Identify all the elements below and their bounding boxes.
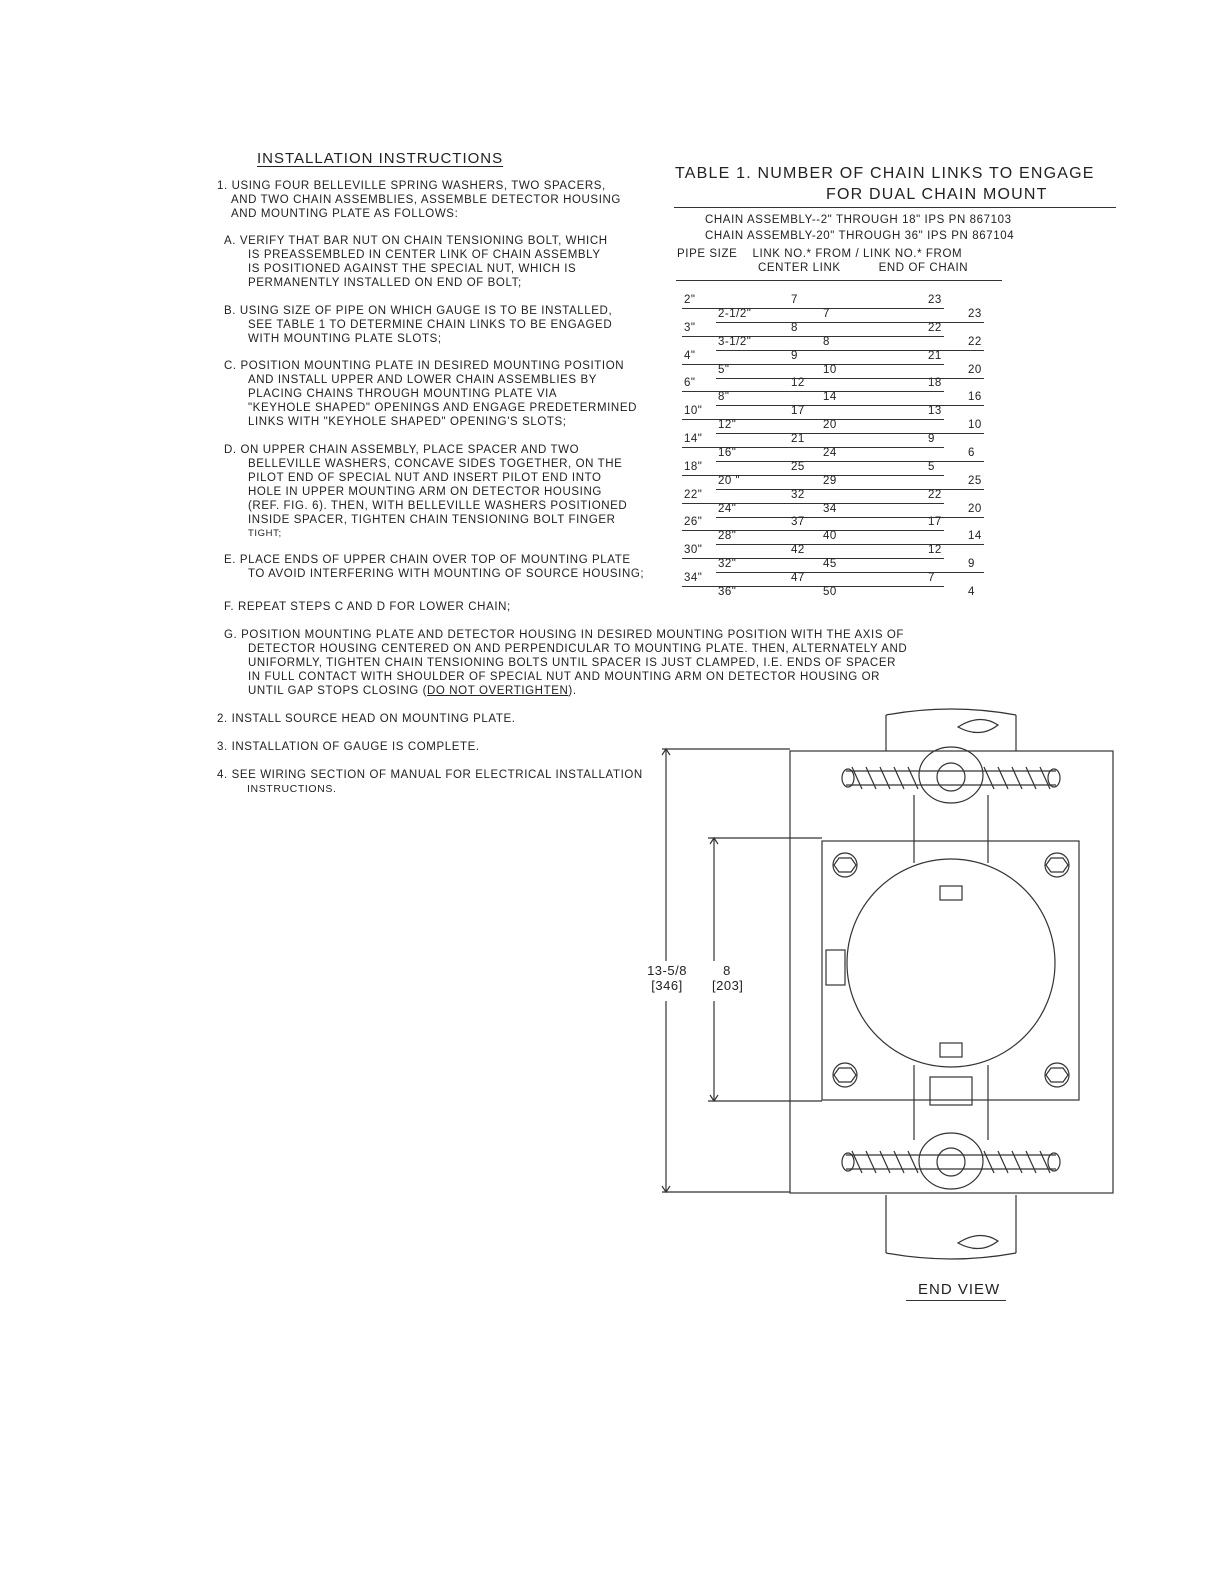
pipe-size-cell: 6" xyxy=(684,377,696,390)
pipe-size-cell: 20 " xyxy=(718,474,741,487)
center-link-cell: 50 xyxy=(823,585,837,598)
chain-assembly-1: CHAIN ASSEMBLY--2" THROUGH 18" IPS PN 867103 xyxy=(705,214,1012,226)
center-link-cell: 12 xyxy=(791,377,805,390)
row-rule xyxy=(716,378,984,379)
pipe-size-cell: 2" xyxy=(684,294,696,306)
center-link-cell: 21 xyxy=(791,433,805,445)
row-rule xyxy=(716,517,984,518)
pipe-size-cell: 8" xyxy=(718,391,730,404)
table-header-rule xyxy=(676,280,1002,281)
pipe-size-cell: 22" xyxy=(684,488,703,501)
pipe-size-cell: 36" xyxy=(718,585,737,598)
pipe-size-cell: 30" xyxy=(684,544,703,557)
row-rule xyxy=(716,350,984,351)
end-link-cell: 22 xyxy=(928,488,942,501)
table-header-line1: PIPE SIZE LINK NO.* FROM / LINK NO.* FROM xyxy=(677,248,963,260)
row-rule xyxy=(716,405,984,406)
end-link-cell: 10 xyxy=(968,419,982,432)
end-link-cell: 22 xyxy=(968,335,982,348)
upper-chain xyxy=(842,747,1060,803)
pipe-size-cell: 3-1/2" xyxy=(718,335,752,348)
center-link-cell: 45 xyxy=(823,558,837,571)
dim-outer-label: 13-5/8 [346] xyxy=(647,963,687,993)
step-3: 3. INSTALLATION OF GAUGE IS COMPLETE. xyxy=(217,741,480,753)
end-view-drawing xyxy=(640,705,1140,1315)
table-title-line1: TABLE 1. NUMBER OF CHAIN LINKS TO ENGAGE xyxy=(675,165,1095,182)
caption-underline xyxy=(906,1300,1006,1301)
table-title-rule xyxy=(674,207,1116,208)
center-link-cell: 14 xyxy=(823,391,837,404)
step-c: C. POSITION MOUNTING PLATE IN DESIRED MOUNTING POSITION AND INSTALL UPPER AND LOWER CHAIN ASSEMBLIES BY PLACING CHAINS THROUGH MOUNTING PLATE VIA "KEYHOLE SHAPED" OPENINGS AND ENGAGE PREDETERMINED LINKS WITH "KEYHOLE SHAPED" OPENING'S SLOTS; xyxy=(224,360,637,428)
pipe-top xyxy=(886,715,1016,751)
center-link-cell: 7 xyxy=(791,294,798,306)
end-link-cell: 17 xyxy=(928,516,942,529)
housing-circle xyxy=(847,859,1055,1067)
chain-assembly-2: CHAIN ASSEMBLY-20" THROUGH 36" IPS PN 867104 xyxy=(705,230,1015,242)
pipe-size-cell: 16" xyxy=(718,446,737,459)
step-a: A. VERIFY THAT BAR NUT ON CHAIN TENSIONING BOLT, WHICH IS PREASSEMBLED IN CENTER LINK OF CHAIN ASSEMBLY IS POSITIONED AGAINST THE SPECIAL NUT, WHICH IS PERMANENTLY INSTALLED ON END OF BOLT; xyxy=(224,235,608,289)
end-link-cell: 7 xyxy=(928,572,935,584)
center-link-cell: 29 xyxy=(823,474,837,487)
end-link-cell: 22 xyxy=(928,321,942,334)
row-rule xyxy=(716,433,984,434)
end-link-cell: 20 xyxy=(968,363,982,376)
center-link-cell: 10 xyxy=(823,363,837,376)
step-f: F. REPEAT STEPS C AND D FOR LOWER CHAIN; xyxy=(224,601,511,613)
end-link-cell: 9 xyxy=(968,558,975,571)
row-rule xyxy=(716,461,984,462)
row-rule xyxy=(716,489,984,490)
mounting-plate xyxy=(790,751,1113,1193)
pipe-size-cell: 2-1/2" xyxy=(718,307,752,320)
row-rule xyxy=(716,544,984,545)
center-link-cell: 20 xyxy=(823,419,837,432)
end-link-cell: 6 xyxy=(968,446,975,459)
end-link-cell: 21 xyxy=(928,349,942,362)
center-link-cell: 37 xyxy=(791,516,805,529)
step-2: 2. INSTALL SOURCE HEAD ON MOUNTING PLATE. xyxy=(217,713,516,725)
end-link-cell: 4 xyxy=(968,585,975,598)
table-title-line2: FOR DUAL CHAIN MOUNT xyxy=(826,186,1048,203)
center-link-cell: 34 xyxy=(823,502,837,515)
end-view-caption: END VIEW xyxy=(918,1281,1001,1298)
center-link-cell: 32 xyxy=(791,488,805,501)
pipe-size-cell: 28" xyxy=(718,530,737,543)
end-link-cell: 18 xyxy=(928,377,942,390)
center-link-cell: 40 xyxy=(823,530,837,543)
pipe-size-cell: 4" xyxy=(684,349,696,362)
center-link-cell: 8 xyxy=(791,321,798,334)
pipe-size-cell: 3" xyxy=(684,321,696,334)
center-link-cell: 17 xyxy=(791,405,805,418)
pipe-size-cell: 24" xyxy=(718,502,737,515)
pipe-size-cell: 18" xyxy=(684,460,703,473)
instructions-title: INSTALLATION INSTRUCTIONS xyxy=(257,150,504,167)
step-1: 1. USING FOUR BELLEVILLE SPRING WASHERS, TWO SPACERS, AND TWO CHAIN ASSEMBLIES, ASSEMBLE DETECTOR HOUSING AND MOUNTING PLATE AS FOLLOWS: xyxy=(217,180,621,220)
dim-inner-label: 8 [203] xyxy=(712,963,744,993)
do-not-overtighten: DO NOT OVERTIGHTEN xyxy=(427,685,569,697)
end-link-cell: 14 xyxy=(968,530,982,543)
center-link-cell: 8 xyxy=(823,335,830,348)
pipe-bottom xyxy=(886,1195,1016,1253)
step-e: E. PLACE ENDS OF UPPER CHAIN OVER TOP OF MOUNTING PLATE TO AVOID INTERFERING WITH MOUNTING OF SOURCE HOUSING; xyxy=(224,554,645,580)
end-link-cell: 12 xyxy=(928,544,942,557)
end-link-cell: 23 xyxy=(928,294,942,306)
row-rule xyxy=(716,322,984,323)
pipe-size-cell: 12" xyxy=(718,419,737,432)
center-link-cell: 7 xyxy=(823,307,830,320)
center-link-cell: 24 xyxy=(823,446,837,459)
step-d: D. ON UPPER CHAIN ASSEMBLY, PLACE SPACER AND TWO BELLEVILLE WASHERS, CONCAVE SIDES TOGETHER, ON THE PILOT END OF SPECIAL NUT AND INSERT PILOT END INTO HOLE IN UPPER MOUNTING ARM ON DETECTOR HOUSING (REF. FIG. 6). THEN, WITH BELLEVILLE WASHERS POSITIONED INSIDE SPACER, TIGHTEN CHAIN TENSIONING BOLT FINGER TIGHT; xyxy=(224,444,628,539)
pipe-size-cell: 26" xyxy=(684,516,703,529)
end-link-cell: 13 xyxy=(928,405,942,418)
step-g: G. POSITION MOUNTING PLATE AND DETECTOR HOUSING IN DESIRED MOUNTING POSITION WITH THE AXIS OF DETECTOR HOUSING CENTERED ON AND PERPENDICULAR TO MOUNTING PLATE. THEN, ALTERNATELY AND UNIFORMLY, TIGHTEN CHAIN TENSIONING BOLTS UNTIL SPACER IS JUST CLAMPED, I.E. ENDS OF SPACER IN FULL CONTACT WITH SHOULDER OF SPECIAL NUT AND MOUNTING ARM ON DETECTOR HOUSING OR UNTIL GAP STOPS CLOSING (DO NOT OVERTIGHTEN). xyxy=(224,629,908,697)
corner-bolts xyxy=(833,853,1069,1087)
end-link-cell: 9 xyxy=(928,433,935,445)
pipe-size-cell: 5" xyxy=(718,363,730,376)
center-link-cell: 42 xyxy=(791,544,805,557)
pipe-size-cell: 34" xyxy=(684,572,703,584)
center-link-cell: 47 xyxy=(791,572,805,584)
pipe-size-cell: 10" xyxy=(684,405,703,418)
step-4: 4. SEE WIRING SECTION OF MANUAL FOR ELECTRICAL INSTALLATION INSTRUCTIONS. xyxy=(217,769,643,795)
lower-chain xyxy=(842,1133,1060,1189)
center-link-cell: 9 xyxy=(791,349,798,362)
end-link-cell: 20 xyxy=(968,502,982,515)
row-rule xyxy=(716,572,984,573)
pipe-size-cell: 14" xyxy=(684,433,703,445)
step-b: B. USING SIZE OF PIPE ON WHICH GAUGE IS TO BE INSTALLED, SEE TABLE 1 TO DETERMINE CHAIN LINKS TO BE ENGAGED WITH MOUNTING PLATE SLOTS; xyxy=(224,305,613,345)
center-link-cell: 25 xyxy=(791,460,805,473)
detector-housing xyxy=(822,841,1079,1100)
pipe-size-cell: 32" xyxy=(718,558,737,571)
end-link-cell: 23 xyxy=(968,307,982,320)
end-link-cell: 5 xyxy=(928,460,935,473)
end-link-cell: 25 xyxy=(968,474,982,487)
table-header-line2: CENTER LINK END OF CHAIN xyxy=(758,262,969,274)
end-link-cell: 16 xyxy=(968,391,982,404)
